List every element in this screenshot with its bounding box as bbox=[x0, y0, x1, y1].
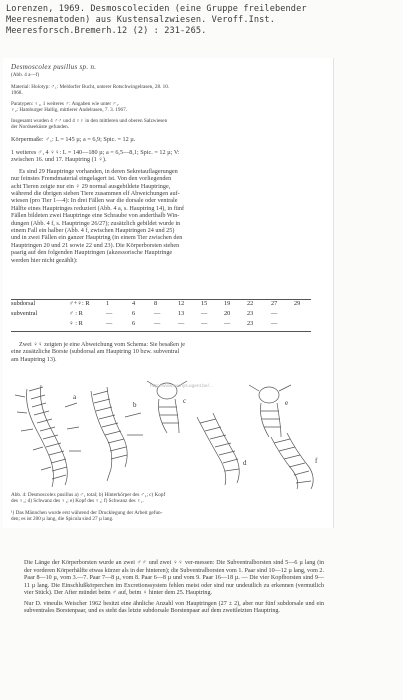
table-cell: 29 bbox=[294, 300, 301, 307]
table-cell: — bbox=[106, 320, 113, 327]
table-cell: — bbox=[154, 310, 161, 317]
citation-line-2: Meeresnematoden) aus Kustensalzwiesen. Veroff.Inst. bbox=[6, 15, 275, 25]
measurements-line: Körpermaße: ♂₁: L = 145 µ; a = 6,9; Spic. = 12 µ. bbox=[11, 136, 136, 143]
caption-line: Abb. 4: Desmoscolex pusillus a) ♂₁ total; b) Hinterkörper des ♂₁; c) Kopf bbox=[11, 492, 166, 498]
table-cell: ♂ : R bbox=[69, 310, 83, 317]
figure-reference: (Abb. 4 a—f) bbox=[11, 72, 40, 78]
figure-label: d bbox=[243, 459, 247, 467]
drawing-f bbox=[271, 433, 313, 489]
table-cell: 22 bbox=[247, 300, 254, 307]
table-cell: — bbox=[154, 320, 161, 327]
table-row-label: subdorsal bbox=[11, 300, 36, 307]
table-cell: — bbox=[271, 310, 278, 317]
table-row bbox=[11, 310, 311, 320]
description-line: Fällen bildeten zwei Hauptringe eine Schraube von anderthalb Win- bbox=[11, 212, 180, 220]
description-line: 1 weiteres ♂, 4 ♀♀: L = 140—180 µ; a = 6,5—8,1; Spic. = 12 µ; V: bbox=[11, 149, 180, 156]
description-line: einem Fall ein halber (Abb. 4 f, zwischen Hauptringen 24 und 25) bbox=[11, 227, 175, 235]
lower-paragraph: Die Länge der Körperborsten wurde an zwei ♂♂ und zwei ♀♀ ver-messen: Die Subventralborsten sind 5—6 µ lang (in der vorderen Körperhälfte etwas kürzer als in der hinteren); die Subventralborsten vom 1. Paar sind 10—12 µ lang, vom 2. Paar 8—10 µ, vom 3.—7. Paar 7—8 µ, vom 8. Paar 6—8 µ und vom 9. Paar 16—18 µ. — Die vier Kopfborsten sind 9—11 µ lang. Die Einschlußkörperchen im Excretionssystem fehlen meist oder sind nur undeutlich zu erkennen (vermutlich vier Stück). Der After mündet beim ♂ auf, beim ♀ hinter dem 25. Hauptring. bbox=[24, 560, 324, 597]
table-row bbox=[11, 300, 311, 310]
table-row-label: subventral bbox=[11, 310, 38, 317]
lower-paragraph: Nur D. vineulis Weischer 1962 besitzt eine ähnliche Anzahl von Hauptringen (27 ± 2), aber nur fünf subdorsale und ein subventrales Borstenpaar, und es steht das letzte subdorsale Borstenpaar auf dem zweitletzten Hauptring. bbox=[24, 600, 324, 615]
table-cell: — bbox=[201, 310, 208, 317]
footnote-line: ¹) Das Männchen wurde erst während der Drucklegung der Arbeit gefun- bbox=[11, 510, 163, 516]
citation-header bbox=[6, 4, 398, 37]
figure-label: c bbox=[183, 397, 187, 405]
description-line: Es sind 29 Hauptringe vorhanden, in deren Sekretauflagerungen bbox=[19, 167, 178, 175]
paratypes-line: Paratypen: ♀₁, 1 weiteres ♂: Angaben wie unter ♂₁. bbox=[11, 101, 120, 107]
paratypes-line-2: ♀₂: Hamburger Hallig, mittlerer Andelrasen, 7. 3. 1967. bbox=[11, 107, 127, 113]
description-line: Hälfte eines Hauptringes reduziert (Abb. 4 a, s. Hauptring 14), in fünf bbox=[11, 204, 185, 212]
table-cell: — bbox=[224, 320, 231, 327]
table-bottom-rule bbox=[11, 331, 311, 332]
figure-label: b bbox=[133, 401, 137, 409]
drawing-e bbox=[249, 385, 291, 437]
description-line: nur feinstes Fremdmaterial eingelagert ist. Von den vorliegenden bbox=[11, 175, 172, 183]
material-year: 1968. bbox=[11, 90, 23, 96]
url-watermark: http://www.nemys.ugent.be/... bbox=[150, 384, 213, 389]
table-cell: 15 bbox=[201, 300, 208, 307]
table-cell: 23 bbox=[247, 320, 254, 327]
table-cell: 8 bbox=[154, 300, 158, 307]
species-title: Desmoscolex pusillus sp. n. bbox=[11, 63, 97, 71]
after-table-line: Zwei ♀♀ zeigten je eine Abweichung vom Schema: Sie besaßen je bbox=[19, 341, 185, 348]
description-line: zwischen 16. und 17. Hauptring (1 ♀). bbox=[11, 156, 107, 164]
lower-text-block bbox=[24, 560, 324, 619]
after-table-text bbox=[11, 341, 316, 363]
table-cell: 23 bbox=[247, 310, 254, 317]
figure-label: a bbox=[73, 393, 77, 401]
table-cell: ♀ : R bbox=[69, 320, 83, 327]
table-cell: 27 bbox=[271, 300, 278, 307]
citation-line-1: Lorenzen, 1969. Desmoscoleciden (eine Gruppe freilebender bbox=[6, 4, 307, 14]
footnote-line: den; es ist 200 µ lang, die Spicula sind 27 µ lang. bbox=[11, 516, 114, 523]
material-line: Material: Holotyp: ♂₁: Meldorfer Bucht, unterer Rotschwingelrasen, 28. 10. bbox=[11, 84, 170, 90]
description-line: werden hier nicht gezählt): bbox=[11, 256, 78, 264]
setae-table bbox=[11, 300, 311, 330]
figure-caption bbox=[11, 492, 321, 505]
description-line: acht Tieren zeigte nur ein ♀ 29 normal ausgebildete Hauptringe, bbox=[11, 182, 171, 190]
description-line: und in zwei Fällen ein ganzer Hauptring (in einem Tier zwischen den bbox=[11, 234, 183, 242]
figure-label: e bbox=[285, 399, 289, 407]
total-line-2: der Nordseeküste gefunden. bbox=[11, 124, 70, 130]
table-cell: 6 bbox=[132, 320, 136, 327]
table-cell: ♂+♀: R bbox=[69, 300, 90, 307]
description-line: dungen (Abb. 4 f, s. Hauptringe 26/27); zusätzlich gebildet wurde in bbox=[11, 219, 181, 227]
footnote bbox=[11, 510, 321, 523]
table-cell: 6 bbox=[132, 310, 136, 317]
description-line: paarig auf den folgenden Hauptringen (akzessorische Hauptringe bbox=[11, 249, 173, 257]
drawing-d bbox=[197, 413, 239, 485]
table-cell: 12 bbox=[178, 300, 185, 307]
description-line: wiesen (pro Tier 1—4): In drei Fällen war die dorsale oder ventrale bbox=[11, 197, 178, 205]
citation-line-3: Meeresforsch.Bremerh.12 (2) : 231-265. bbox=[6, 26, 207, 36]
table-cell: 4 bbox=[132, 300, 136, 307]
table-cell: — bbox=[201, 320, 208, 327]
table-cell: 19 bbox=[224, 300, 231, 307]
total-line: Insgesamt wurden 4 ♂♂ und 4 ♀♀ in den mittleren und oberen Salzwiesen bbox=[11, 118, 168, 124]
after-table-line: eine zusätzliche Borste (subdorsal am Hauptring 10 bzw. subventral bbox=[11, 348, 180, 356]
table-cell: — bbox=[106, 310, 113, 317]
table-cell: 1 bbox=[106, 300, 110, 307]
table-cell: — bbox=[271, 320, 278, 327]
after-table-line: am Hauptring 13). bbox=[11, 355, 57, 363]
figure-label: f bbox=[315, 457, 318, 465]
description-line: Hauptringen 20 und 21 sowie 22 und 23). Die Körperborsten stehen bbox=[11, 241, 180, 249]
caption-line: des ♀₁; d) Schwanz des ♀₁; e) Kopf des ♀₁; f) Schwanz des ♀₁. bbox=[11, 498, 144, 505]
drawing-a bbox=[15, 385, 81, 487]
table-cell: — bbox=[178, 320, 185, 327]
table-cell: 20 bbox=[224, 310, 231, 317]
table-cell: 13 bbox=[178, 310, 185, 317]
description-block bbox=[11, 149, 316, 264]
table-row bbox=[11, 320, 311, 330]
nematode-figure bbox=[7, 377, 329, 492]
description-line: während die übrigen sieben Tiere zusammen elf Abweichungen auf- bbox=[11, 190, 180, 198]
